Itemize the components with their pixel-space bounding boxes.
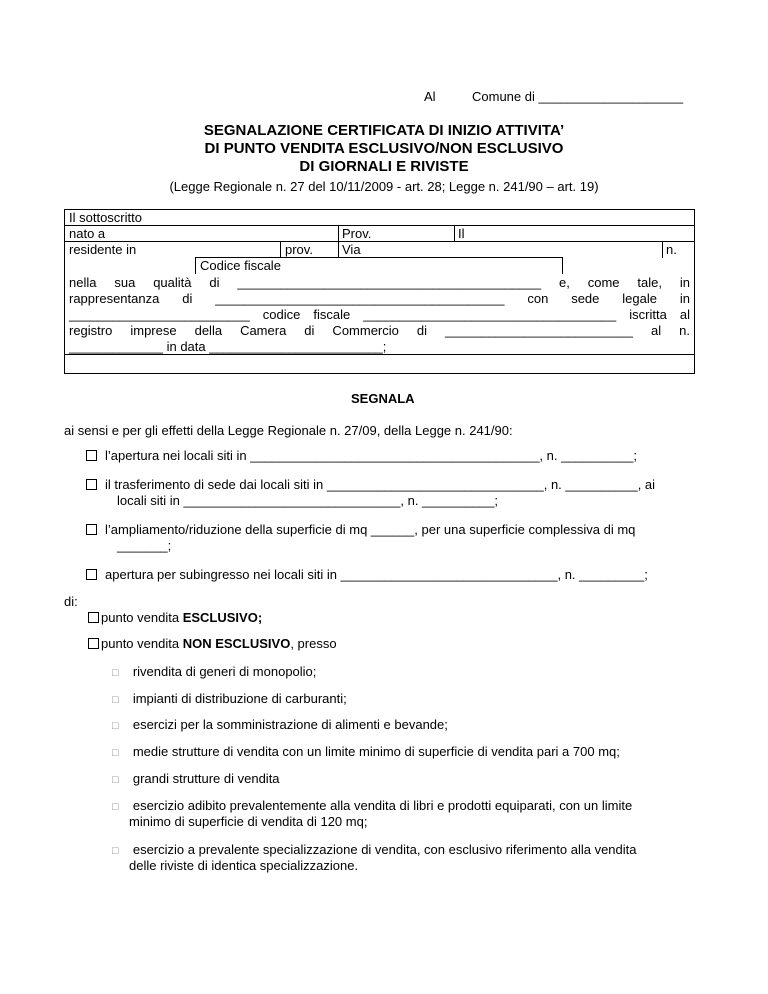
legal-reference: (Legge Regionale n. 27 del 10/11/2009 - art. 28; Legge n. 241/90 – art. 19): [169, 179, 599, 194]
option-subentry[interactable]: apertura per subingresso nei locali siti in ______________________________, n. _________;: [86, 567, 648, 582]
checkbox-opening[interactable]: [86, 450, 97, 461]
checkbox-subentry[interactable]: [86, 569, 97, 580]
birth-province-label: Prov.: [342, 226, 372, 241]
checkbox-placeholder-icon[interactable]: □: [112, 845, 119, 857]
undersigned-label: Il sottoscritto: [69, 210, 142, 225]
birthplace-label: nato a: [69, 226, 106, 241]
municipality-field[interactable]: Comune di ____________________: [472, 89, 684, 104]
checkbox-non-exclusive[interactable]: [88, 638, 99, 649]
location-monopoly[interactable]: □ rivendita di generi di monopolio;: [112, 664, 317, 679]
checkbox-transfer[interactable]: [86, 479, 97, 490]
location-bookstore-cont: minimo di superficie di vendita di 120 mq;: [129, 814, 368, 829]
role-line: nella sua qualità di __________________________________________ e, come tale, in: [69, 275, 690, 290]
option-transfer[interactable]: il trasferimento di sede dai locali siti in ______________________________, n. __________, ai: [86, 477, 655, 492]
di-label: di:: [64, 594, 78, 609]
segnala-heading: SEGNALA: [351, 391, 415, 406]
checkbox-placeholder-icon[interactable]: □: [112, 801, 119, 813]
option-opening[interactable]: l’apertura nei locali siti in ________________________________________, n. __________;: [86, 448, 637, 463]
street-label: Via: [342, 242, 361, 257]
location-bookstore[interactable]: □ esercizio adibito prevalentemente alla vendita di libri e prodotti equiparati, con un limite: [112, 798, 633, 813]
street-number-label: n.: [666, 242, 677, 257]
residence-province-label: prov.: [285, 242, 313, 257]
location-specialized-cont: delle riviste di identica specializzazione.: [129, 858, 359, 873]
doc-title-line1: SEGNALAZIONE CERTIFICATA DI INIZIO ATTIVITA’: [203, 122, 565, 139]
checkbox-placeholder-icon[interactable]: □: [112, 694, 119, 706]
option-non-exclusive[interactable]: punto vendita NON ESCLUSIVO, presso: [88, 636, 337, 651]
option-enlargement-cont: _______;: [117, 538, 172, 553]
checkbox-exclusive[interactable]: [88, 612, 99, 623]
location-medium-stores[interactable]: □ medie strutture di vendita con un limite minimo di superficie di vendita pari a 700 mq;: [112, 744, 620, 759]
doc-title-line2: DI PUNTO VENDITA ESCLUSIVO/NON ESCLUSIVO: [204, 140, 564, 157]
segnala-intro: ai sensi e per gli effetti della Legge Regionale n. 27/09, della Legge n. 241/90:: [64, 423, 513, 438]
checkbox-placeholder-icon[interactable]: □: [112, 667, 119, 679]
option-transfer-cont: locali siti in ______________________________, n. __________;: [117, 493, 498, 508]
applicant-data-box: [64, 209, 695, 374]
representation-line: rappresentanza di ________________________________________ con sede legale in: [69, 291, 690, 306]
option-exclusive[interactable]: punto vendita ESCLUSIVO;: [88, 610, 262, 625]
birth-date-label: Il: [458, 226, 465, 241]
checkbox-placeholder-icon[interactable]: □: [112, 747, 119, 759]
doc-title-line3: DI GIORNALI E RIVISTE: [299, 158, 469, 175]
recipient-label: Al: [424, 89, 436, 104]
option-enlargement[interactable]: l’ampliamento/riduzione della superficie di mq ______, per una superficie complessiva di mq: [86, 522, 635, 537]
residence-label: residente in: [69, 242, 137, 257]
tax-code-label: Codice fiscale: [200, 258, 281, 273]
checkbox-placeholder-icon[interactable]: □: [112, 774, 119, 786]
checkbox-enlargement[interactable]: [86, 524, 97, 535]
location-large-stores[interactable]: □ grandi strutture di vendita: [112, 771, 280, 786]
checkbox-placeholder-icon[interactable]: □: [112, 720, 119, 732]
company-tax-line: _________________________ codice fiscale ___________________________________ iscritta al: [69, 307, 690, 322]
registry-date-line: _____________ in data ________________________;: [69, 339, 387, 354]
location-food[interactable]: □ esercizi per la somministrazione di alimenti e bevande;: [112, 717, 448, 732]
registry-line: registro imprese della Camera di Commercio di __________________________ al n.: [69, 323, 690, 338]
location-specialized[interactable]: □ esercizio a prevalente specializzazione di vendita, con esclusivo riferimento alla vendita: [112, 842, 637, 857]
location-fuel[interactable]: □ impianti di distribuzione di carburanti;: [112, 691, 347, 706]
